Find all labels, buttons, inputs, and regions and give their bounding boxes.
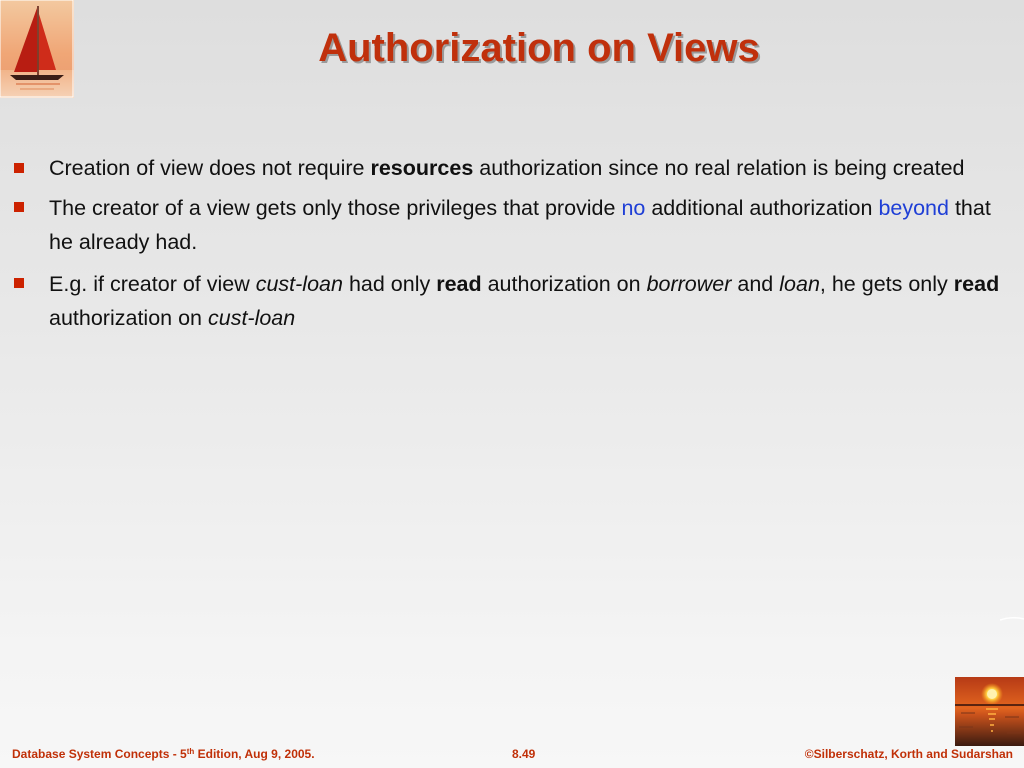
- bullet-item: [14, 191, 1004, 259]
- bullet-item: [14, 152, 1004, 184]
- bullet-square-icon: [14, 202, 24, 212]
- slide-title: Authorization on Views: [318, 26, 760, 70]
- footer-page-number: 8.49: [512, 747, 536, 761]
- bullet-text: E.g. if creator of view cust-loan had only read authorization on borrower and loan, he gets only read authorization on cust-loan: [49, 272, 1000, 330]
- bullet-list: [14, 152, 1004, 342]
- bullet-text: The creator of a view gets only those privileges that provide no additional authorization beyond that he already had.: [49, 196, 991, 254]
- bullet-item: [14, 267, 1004, 335]
- footer-copyright: ©Silberschatz, Korth and Sudarshan: [804, 747, 1013, 761]
- bullet-text: Creation of view does not require resources authorization since no real relation is being created: [49, 156, 965, 180]
- sunset-icon: [955, 677, 1024, 746]
- decorative-swoosh: [1000, 608, 1024, 612]
- bullet-square-icon: [14, 278, 24, 288]
- footer-course-info: Database System Concepts - 5th Edition, Aug 9, 2005.: [12, 747, 315, 761]
- bullet-square-icon: [14, 163, 24, 173]
